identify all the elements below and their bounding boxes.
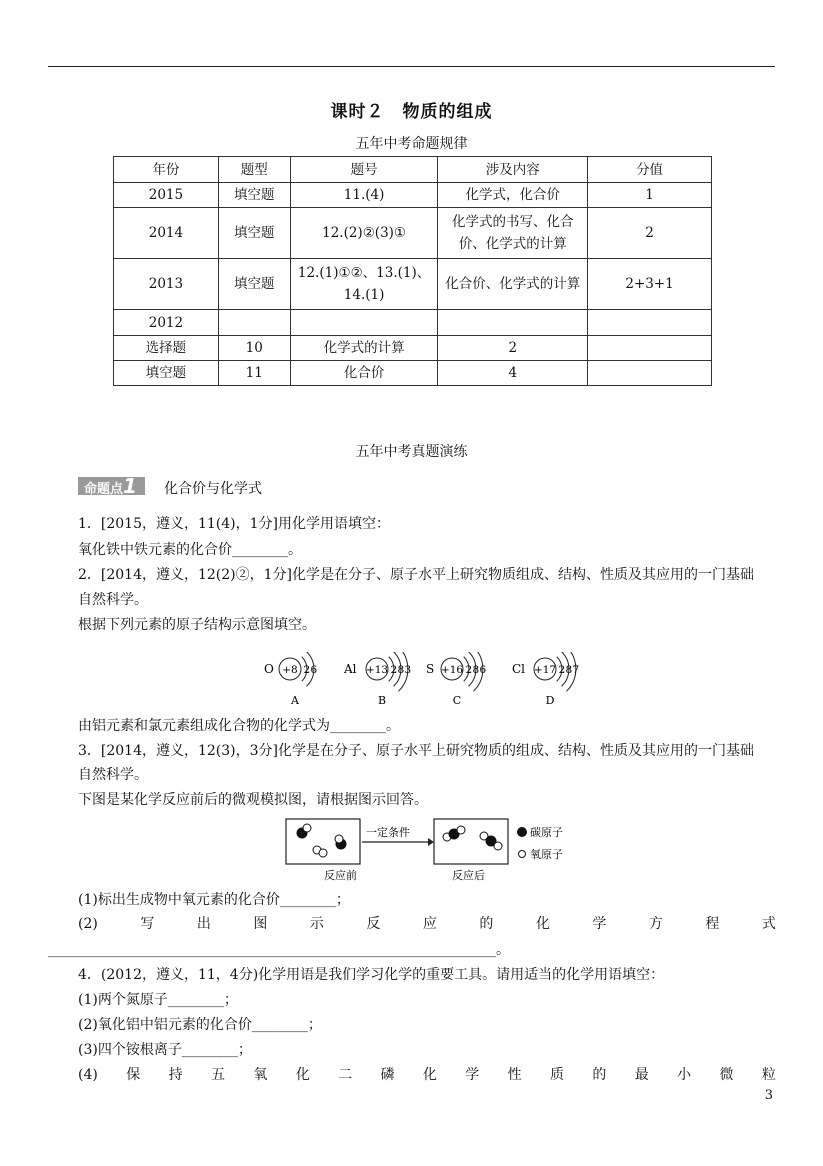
table-cell: 12.(1)①②、13.(1)、14.(1) [290,259,438,310]
reaction-diagram [282,818,582,884]
justified-char: 式 [761,916,776,932]
justified-char: (4) [78,1067,98,1083]
justified-char: 五 [210,1067,225,1083]
electron-count: 2 [303,664,311,676]
atom-b [343,652,411,707]
table-cell: 4 [438,361,588,386]
header-cell: 题号 [290,157,438,183]
question-2-item: 由铝元素和氯元素组成化合物的化学式为________。 [78,718,400,734]
nucleus-charge: +17 [533,664,557,676]
electron-count: 8 [472,664,480,676]
atom-a [264,652,318,707]
atom-label: C [452,694,462,707]
table-cell [588,310,712,336]
question-3-cont: 自然科学。 [78,767,148,783]
atom-symbol: Cl [512,662,526,676]
table-cell: 2013 [114,259,219,310]
nucleus-charge: +16 [440,664,464,676]
justified-char: 最 [634,1067,649,1083]
table-row [114,183,712,208]
justified-char: 磷 [380,1067,395,1083]
header-cell: 题型 [218,157,290,183]
question-4-item2: (2)氧化铝中铝元素的化合价________； [78,1017,322,1033]
table-cell: 填空题 [114,361,219,386]
question-2-cont: 自然科学。 [78,592,148,608]
justified-char: 示 [309,916,324,932]
table-cell: 2 [438,336,588,361]
table-cell: 化合价、化学式的计算 [438,259,588,310]
justified-char: 保 [126,1067,141,1083]
table-cell: 2012 [114,310,219,336]
table-caption: 五年中考命题规律 [355,136,468,152]
table-row [114,361,712,386]
header-cell: 分值 [588,157,712,183]
table-cell [438,310,588,336]
table-cell [290,310,438,336]
table-cell: 2014 [114,208,219,259]
atom-label: D [545,694,555,707]
electron-count: 8 [397,664,405,676]
justified-char: 化 [295,1067,310,1083]
table-cell: 12.(2)②(3)① [290,208,438,259]
justified-char: 出 [196,916,211,932]
table-cell: 选择题 [114,336,219,361]
table-cell [588,361,712,386]
table-cell: 化学式的书写、化合价、化学式的计算 [438,208,588,259]
electron-count: 7 [572,664,580,676]
table-cell: 10 [218,336,290,361]
section-caption: 五年中考真题演练 [355,444,468,460]
justified-char: 方 [648,916,663,932]
justified-char: 化 [422,1067,437,1083]
justified-char: 写 [140,916,155,932]
question-3-part1: (1)标出生成物中氧元素的化合价________； [78,892,350,908]
question-3-part2 [78,914,776,934]
table-cell: 填空题 [218,208,290,259]
question-3-blank: ________________________________________________________________。 [48,942,510,958]
justified-char: (2) [78,916,98,932]
table-row [114,259,712,310]
justified-char: 应 [422,916,437,932]
after-label: 反应后 [452,869,485,882]
question-4-item3: (3)四个铵根离子________； [78,1042,252,1058]
justified-char: 质 [549,1067,564,1083]
nucleus-charge: +8 [282,664,298,676]
table-cell: 11 [218,361,290,386]
atom-label: B [377,694,387,707]
justified-char: 化 [535,916,550,932]
electron-count: 8 [565,664,573,676]
question-1-item: 氧化铁中铁元素的化合价________。 [78,542,302,558]
justified-char: 小 [677,1067,692,1083]
justified-char: 微 [719,1067,734,1083]
electron-count: 2 [465,664,473,676]
atom-label: A [291,694,299,707]
justified-char: 氧 [253,1067,268,1083]
table-cell: 化学式的计算 [290,336,438,361]
atom-symbol: S [426,662,435,676]
badge-number: 1 [123,474,137,498]
atom-symbol: Al [344,662,357,676]
question-4-item4 [78,1065,776,1085]
justified-char: 的 [592,1067,607,1083]
topic-title: 化合价与化学式 [164,481,262,497]
page-title: 课时２ 物质的组成 [330,102,493,122]
justified-char: 图 [253,916,268,932]
header-cell: 涉及内容 [438,157,588,183]
question-4: 4．(2012，遵义，11，4分)化学用语是我们学习化学的重要工具。请用适当的化学用语填空： [78,967,665,983]
table-cell: 2015 [114,183,219,208]
table-row [114,310,712,336]
question-2-instruction: 根据下列元素的原子结构示意图填空。 [78,617,316,633]
electron-count: 6 [310,664,318,676]
atom-symbol: O [264,662,274,676]
reaction-arrow-label: 一定条件 [366,826,410,839]
page-number: 3 [764,1088,773,1103]
table-cell: 2 [588,208,712,259]
carbon-legend-marker [517,827,527,837]
question-1: 1．[2015，遵义，11(4)，1分]用化学用语填空： [78,516,391,532]
justified-char: 性 [507,1067,522,1083]
justified-char: 粒 [761,1067,776,1083]
electron-count: 3 [404,664,412,676]
table-cell [218,310,290,336]
oxygen-legend-marker [519,851,526,858]
table-cell: 化学式，化合价 [438,183,588,208]
justified-char: 的 [479,916,494,932]
table-cell: 填空题 [218,259,290,310]
table-cell [588,336,712,361]
atom-structure-diagram [262,652,582,710]
question-2: 2．[2014，遵义，12(2)②，1分]化学是在分子、原子水平上研究物质组成、结构、性质及其应用的一门基础 [78,567,755,583]
carbon-legend-label: 碳原子 [530,826,563,839]
electron-count: 6 [479,664,487,676]
table-cell: 填空题 [218,183,290,208]
justified-char: 持 [168,1067,183,1083]
oxygen-legend-label: 氧原子 [530,848,563,861]
justified-char: 学 [465,1067,480,1083]
question-4-item1: (1)两个氮原子________； [78,992,238,1008]
header-rule [48,66,775,67]
exam-pattern-table [113,156,712,386]
electron-count: 2 [558,664,566,676]
header-cell: 年份 [114,157,219,183]
electron-count: 2 [390,664,398,676]
table-row [114,336,712,361]
table-row [114,208,712,259]
table-cell: 1 [588,183,712,208]
table-cell: 2+3+1 [588,259,712,310]
justified-char: 反 [366,916,381,932]
question-3-instruction: 下图是某化学反应前后的微观模拟图，请根据图示回答。 [78,792,428,808]
table-header-row [114,157,712,183]
nucleus-charge: +13 [365,664,389,676]
justified-char: 程 [705,916,720,932]
before-label: 反应前 [324,869,357,882]
badge-text: 命题点 [84,482,124,497]
justified-char: 二 [338,1067,353,1083]
table-cell: 化合价 [290,361,438,386]
atom-d [512,652,579,707]
table-cell: 11.(4) [290,183,438,208]
topic-badge [78,474,145,498]
question-3: 3．[2014，遵义，12(3)，3分]化学是在分子、原子水平上研究物质的组成、结构、性质及其应用的一门基础 [78,743,755,759]
justified-char: 学 [592,916,607,932]
atom-c [426,652,487,707]
